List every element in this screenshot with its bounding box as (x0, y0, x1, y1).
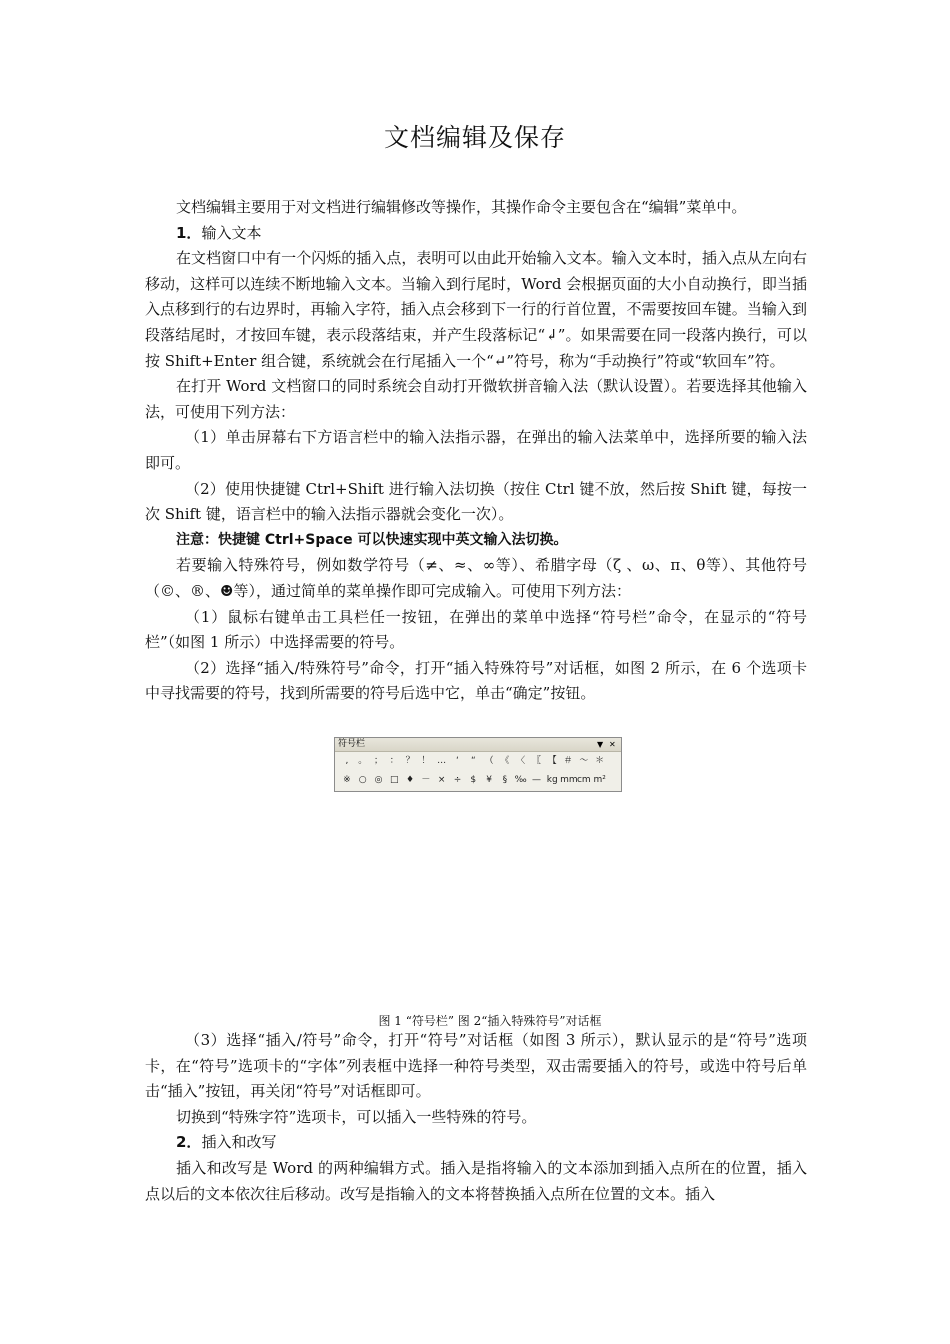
toolbar-symbol-row-2 (335, 771, 621, 790)
body-section-1 (145, 195, 807, 707)
symbol-button-16: ＊ (595, 756, 605, 766)
symbol-button-12: — (531, 775, 541, 785)
symbol-button-6: … (437, 756, 447, 766)
symbol-button-5: － (421, 775, 431, 785)
symbol-button-1: ○ (358, 775, 367, 785)
paragraph-insert-special: （2）选择“插入/特殊符号”命令，打开“插入特殊符号”对话框，如图 2 所示，在 6 个选项卡中寻找需要的符号，找到所需要的符号后选中它，单击“确定”按钮。 (145, 658, 807, 703)
symbol-button-0: , (345, 756, 349, 766)
chevron-down-icon: ▼ (597, 740, 604, 749)
symbol-button-7: ÷ (453, 775, 462, 785)
symbol-button-12: 〖 (531, 756, 541, 766)
symbol-toolbar-figure (334, 737, 622, 792)
symbol-button-8: “ (470, 756, 476, 766)
symbol-button-13: 【 (547, 756, 557, 766)
symbol-button-8: $ (470, 775, 477, 785)
symbol-button-15: cm (576, 775, 591, 785)
symbol-button-13: kg (546, 775, 558, 785)
symbol-button-11: ‰ (514, 775, 527, 785)
symbol-button-3: ： (389, 756, 399, 766)
paragraph-symbol-bar: （1）鼠标右键单击工具栏任一按钮，在弹出的菜单中选择“符号栏”命令，在显示的“符号栏”（如图 1 所示）中选择需要的符号。 (145, 607, 807, 652)
close-icon: ✕ (609, 740, 616, 749)
symbol-button-3: □ (390, 775, 399, 785)
symbol-button-14: ＃ (563, 756, 573, 766)
symbol-button-16: m² (593, 775, 606, 785)
paragraph-special-chars: 切换到“特殊字符”选项卡，可以插入一些特殊的符号。 (176, 1107, 537, 1126)
symbol-button-11: 〈 (516, 756, 526, 766)
symbol-button-10: 《 (500, 756, 510, 766)
toolbar-title-bar (335, 738, 621, 752)
heading-text: 输入文本 (201, 223, 262, 242)
heading-number: 2． (176, 1133, 202, 1152)
toolbar-title: 符号栏 (338, 739, 366, 749)
paragraph-insert-symbol: （3）选择“插入/符号”命令，打开“符号”对话框（如图 3 所示），默认显示的是“符号”选项卡，在“符号”选项卡的“字体”列表框中选择一种符号类型，双击需要插入的符号，或选中符号后单击“插入”按钮，再关闭“符号”对话框即可。 (145, 1031, 807, 1101)
paragraph-method-1: （1）单击屏幕右下方语言栏中的输入法指示器，在弹出的输入法菜单中，选择所要的输入法即可。 (145, 428, 807, 472)
symbol-button-2: ◎ (374, 775, 383, 785)
symbol-button-15: ～ (579, 756, 589, 766)
paragraph-input-method: 在打开 Word 文档窗口的同时系统会自动打开微软拼音输入法（默认设置）。若要选择其他输入法，可使用下列方法： (145, 377, 807, 421)
symbol-button-14: mm (560, 775, 578, 785)
symbol-button-4: ？ (405, 756, 415, 766)
symbol-button-6: × (437, 775, 446, 785)
figure-caption: 图 1 “符号栏” 图 2“插入特殊符号”对话框 (378, 1014, 602, 1028)
note-paragraph: 注意：快捷键 Ctrl+Space 可以快速实现中英文输入法切换。 (176, 531, 568, 548)
heading-input-text (145, 221, 807, 247)
document-title: 文档编辑及保存 (383, 123, 566, 152)
symbol-button-10: § (502, 775, 508, 785)
toolbar-symbol-row-1 (335, 752, 621, 771)
paragraph-insertion-point: 在文档窗口中有一个闪烁的插入点，表明可以由此开始输入文本。输入文本时，插入点从左向右移动，这样可以连续不断地输入文本。当输入到行尾时，Word 会根据页面的大小自动换行，即当插入点移到行的右边界时，再输入字符，插入点会移到下一行的行首位置，不需要按回车键。当输入到段落结尾时，才按回车键，表示段落结束，并产生段落标记“↲”。如果需要在同一段落内换行，可以按 Shift+Enter 组合键，系统就会在行尾插入一个“↵”符号，称为“手动换行”符或“软回车”符。 (145, 249, 807, 370)
paragraph-insert-mode: 插入和改写是 Word 的两种编辑方式。插入是指将输入的文本添加到插入点所在的位置，插入点以后的文本依次往后移动。改写是指输入的文本将替换插入点所在位置的文本。插入 (145, 1158, 807, 1203)
heading-insert-overwrite (145, 1130, 807, 1156)
symbol-button-4: ♦ (406, 775, 415, 785)
heading-text: 插入和改写 (201, 1133, 277, 1152)
paragraph-method-2: （2）使用快捷键 Ctrl+Shift 进行输入法切换（按住 Ctrl 键不放，然后按 Shift 键，每按一次 Shift 键，语言栏中的输入法指示器就会变化一次）。 (145, 479, 807, 524)
symbol-button-9: ¥ (486, 775, 492, 785)
symbol-button-9: （ (484, 756, 494, 766)
symbol-button-7: ‘ (456, 756, 459, 766)
symbol-button-2: ； (373, 756, 383, 766)
symbol-button-5: ！ (421, 756, 431, 766)
symbol-button-0: ※ (343, 775, 351, 785)
intro-paragraph: 文档编辑主要用于对文档进行编辑修改等操作，其操作命令主要包含在“编辑”菜单中。 (176, 198, 747, 216)
body-section-2 (145, 1028, 807, 1207)
symbol-button-1: 。 (358, 756, 368, 766)
heading-number: 1． (176, 223, 202, 242)
paragraph-special-symbols: 若要输入特殊符号，例如数学符号（≠、≈、∞等）、希腊字母（ζ 、ω、π、θ等）、其他符号（©、®、☻等），通过简单的菜单操作即可完成输入。可使用下列方法： (145, 556, 807, 600)
